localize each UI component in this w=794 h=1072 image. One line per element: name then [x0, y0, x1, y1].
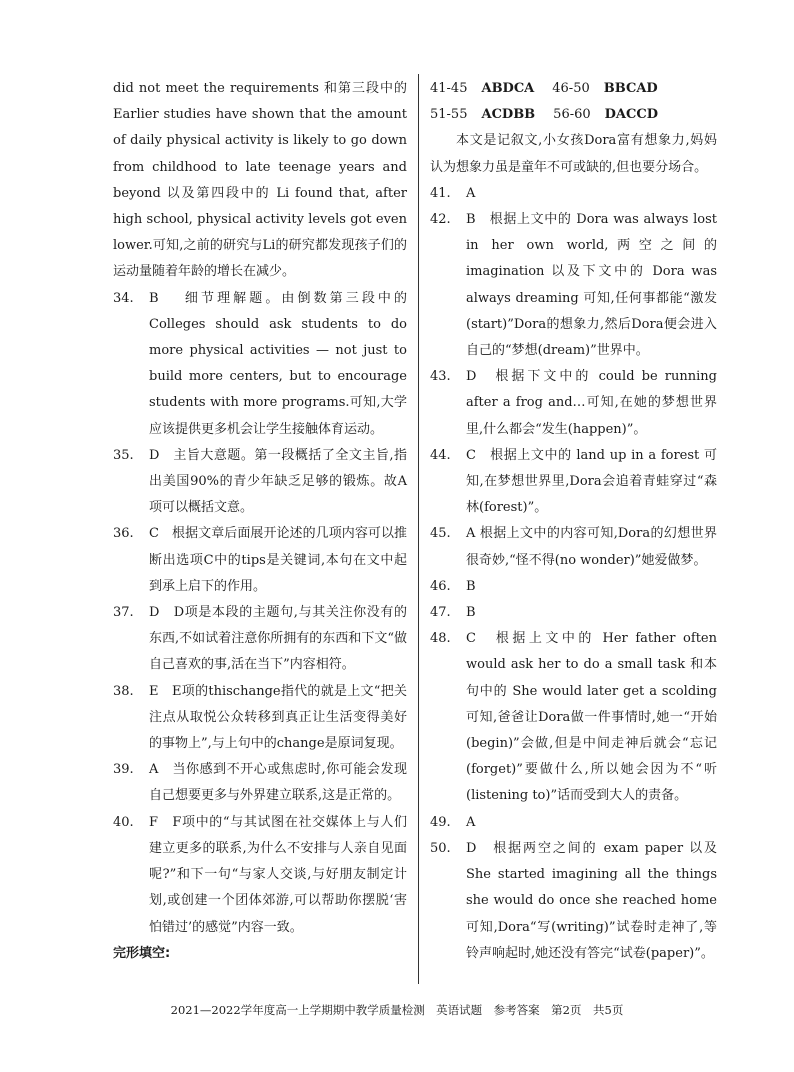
answer-key-row	[430, 76, 717, 102]
answer-item	[430, 626, 717, 809]
question-number: 48.	[430, 631, 451, 647]
answer-explanation: D 根据下文中的 could be running after a frog and…可知,在她的梦想世界里,什么都会“发生(happen)”。	[466, 369, 717, 437]
answer-explanation: A	[466, 814, 476, 830]
question-number: 41.	[430, 185, 451, 201]
answer-item	[430, 181, 717, 207]
answer-key-row	[430, 102, 717, 128]
answer-item	[113, 679, 407, 758]
question-range: 51-55	[430, 107, 468, 123]
question-number: 50.	[430, 840, 451, 856]
answer-explanation: B	[466, 578, 476, 594]
answer-item	[430, 364, 717, 443]
question-number: 38.	[113, 683, 134, 699]
question-number: 40.	[113, 814, 134, 830]
answer-letters: ABDCA	[481, 81, 535, 96]
answer-item	[113, 521, 407, 600]
question-number: 46.	[430, 578, 451, 594]
answer-explanation: E E项的thischange指代的就是上文“把关注点从取悦公众转移到真正让生活变得美好的事物上”,与上句中的change是原词复现。	[149, 683, 407, 752]
passage-summary: 本文是记叙文,小女孩Dora富有想象力,妈妈认为想象力虽是童年不可或缺的,但也要分场合。	[430, 133, 717, 175]
intro-paragraph: did not meet the requirements 和第三段中的 Earlier studies have shown that the amount of daily physical activity is likely to go down from childhood to late teenage years and beyond 以及第四段中的 Li found that, after high school, physical activity levels got even lower.可知,之前的研究与Li的研究都发现孩子们的运动量随着年龄的增长在减少。	[113, 81, 407, 280]
question-number: 34.	[113, 290, 134, 306]
question-number: 39.	[113, 762, 134, 778]
answer-explanation: F F项中的“与其试图在社交媒体上与人们建立更多的联系,为什么不安排与人亲自见面呢?”和下一句“与家人交谈,与好朋友制定计划,或创建一个团体郊游,可以帮助你摆脱‘害怕错过’的感觉”内容一致。	[149, 814, 407, 935]
right-column	[430, 76, 717, 967]
page-footer: 2021—2022学年度高一上学期期中教学质量检测 英语试题 参考答案 第2页 共5页	[170, 1003, 624, 1017]
answer-explanation: B 细节理解题。由倒数第三段中的 Colleges should ask students to do more physical activities — not just to build more centers, but to encourage students with more programs.可知,大学应该提供更多机会让学生接触体育运动。	[149, 290, 407, 437]
answer-item	[430, 600, 717, 626]
question-number: 44.	[430, 447, 451, 463]
right-answer-list	[430, 181, 717, 967]
question-number: 43.	[430, 369, 451, 385]
answer-explanation: A	[466, 185, 476, 201]
answer-explanation: C 根据上文中的 land up in a forest 可知,在梦想世界里,Dora会追着青蛙穿过“森林(forest)”。	[466, 447, 717, 516]
cloze-answer-key	[430, 76, 717, 128]
answer-item	[430, 574, 717, 600]
answer-item	[430, 443, 717, 522]
question-number: 49.	[430, 814, 451, 830]
answer-explanation: C 根据文章后面展开论述的几项内容可以推断出选项C中的tips是关键词,本句在文中起到承上启下的作用。	[149, 526, 407, 594]
answer-explanation: C 根据上文中的 Her father often would ask her to do a small task 和本句中的 She would later get a scolding 可知,爸爸让Dora做一件事情时,她一“开始(begin)”会做,但是中间走神后就会“忘记(forget)”要做什么,所以她会因为不“听(listening to)”话而受到大人的责备。	[466, 631, 717, 804]
answer-item	[430, 810, 717, 836]
answer-item	[113, 600, 407, 679]
column-divider	[418, 74, 419, 984]
answer-item	[113, 810, 407, 941]
answer-letters: ACDBB	[481, 107, 536, 123]
answer-item	[113, 757, 407, 809]
answer-item	[430, 521, 717, 573]
answer-explanation: D 主旨大意题。第一段概括了全文主旨,指出美国90%的青少年缺乏足够的锻炼。故A项可以概括文意。	[149, 447, 407, 516]
answer-letters: BBCAD	[603, 81, 658, 96]
answer-item	[430, 207, 717, 364]
question-range: 46-50	[552, 81, 590, 96]
answer-explanation: D 根据两空之间的 exam paper 以及 She started imagining all the things she would do once she reached home 可知,Dora“写(writing)”试卷时走神了,等铃声响起时,她还没有答完“试卷(paper)”。	[466, 840, 717, 961]
question-number: 45.	[430, 526, 451, 542]
answer-item	[113, 286, 407, 443]
answer-explanation: A 当你感到不开心或焦虑时,你可能会发现自己想要更多与外界建立联系,这是正常的。	[149, 762, 407, 804]
left-answer-list	[113, 286, 407, 941]
question-number: 42.	[430, 212, 451, 228]
answer-explanation: A 根据上文中的内容可知,Dora的幻想世界很奇妙,“怪不得(no wonder)”她爱做梦。	[466, 526, 717, 568]
answer-explanation: B 根据上文中的 Dora was always lost in her own world,两空之间的 imagination 以及下文中的 Dora was always dreaming 可知,任何事都能“激发(start)”Dora的想象力,然后Dora便会进入自己的“梦想(dream)”世界中。	[466, 212, 717, 359]
question-number: 35.	[113, 447, 134, 463]
question-number: 37.	[113, 605, 134, 621]
answer-explanation: D D项是本段的主题句,与其关注你没有的东西,不如试着注意你所拥有的东西和下文“做自己喜欢的事,活在当下”内容相符。	[149, 605, 407, 673]
question-range: 41-45	[430, 81, 468, 96]
answer-item	[430, 836, 717, 967]
question-range: 56-60	[553, 107, 591, 123]
question-number: 36.	[113, 526, 134, 542]
question-number: 47.	[430, 605, 451, 621]
answer-explanation: B	[466, 605, 476, 621]
left-column	[113, 76, 407, 967]
answer-letters: DACCD	[604, 107, 658, 123]
answer-item	[113, 443, 407, 522]
section-title-cloze: 完形填空:	[113, 945, 171, 961]
